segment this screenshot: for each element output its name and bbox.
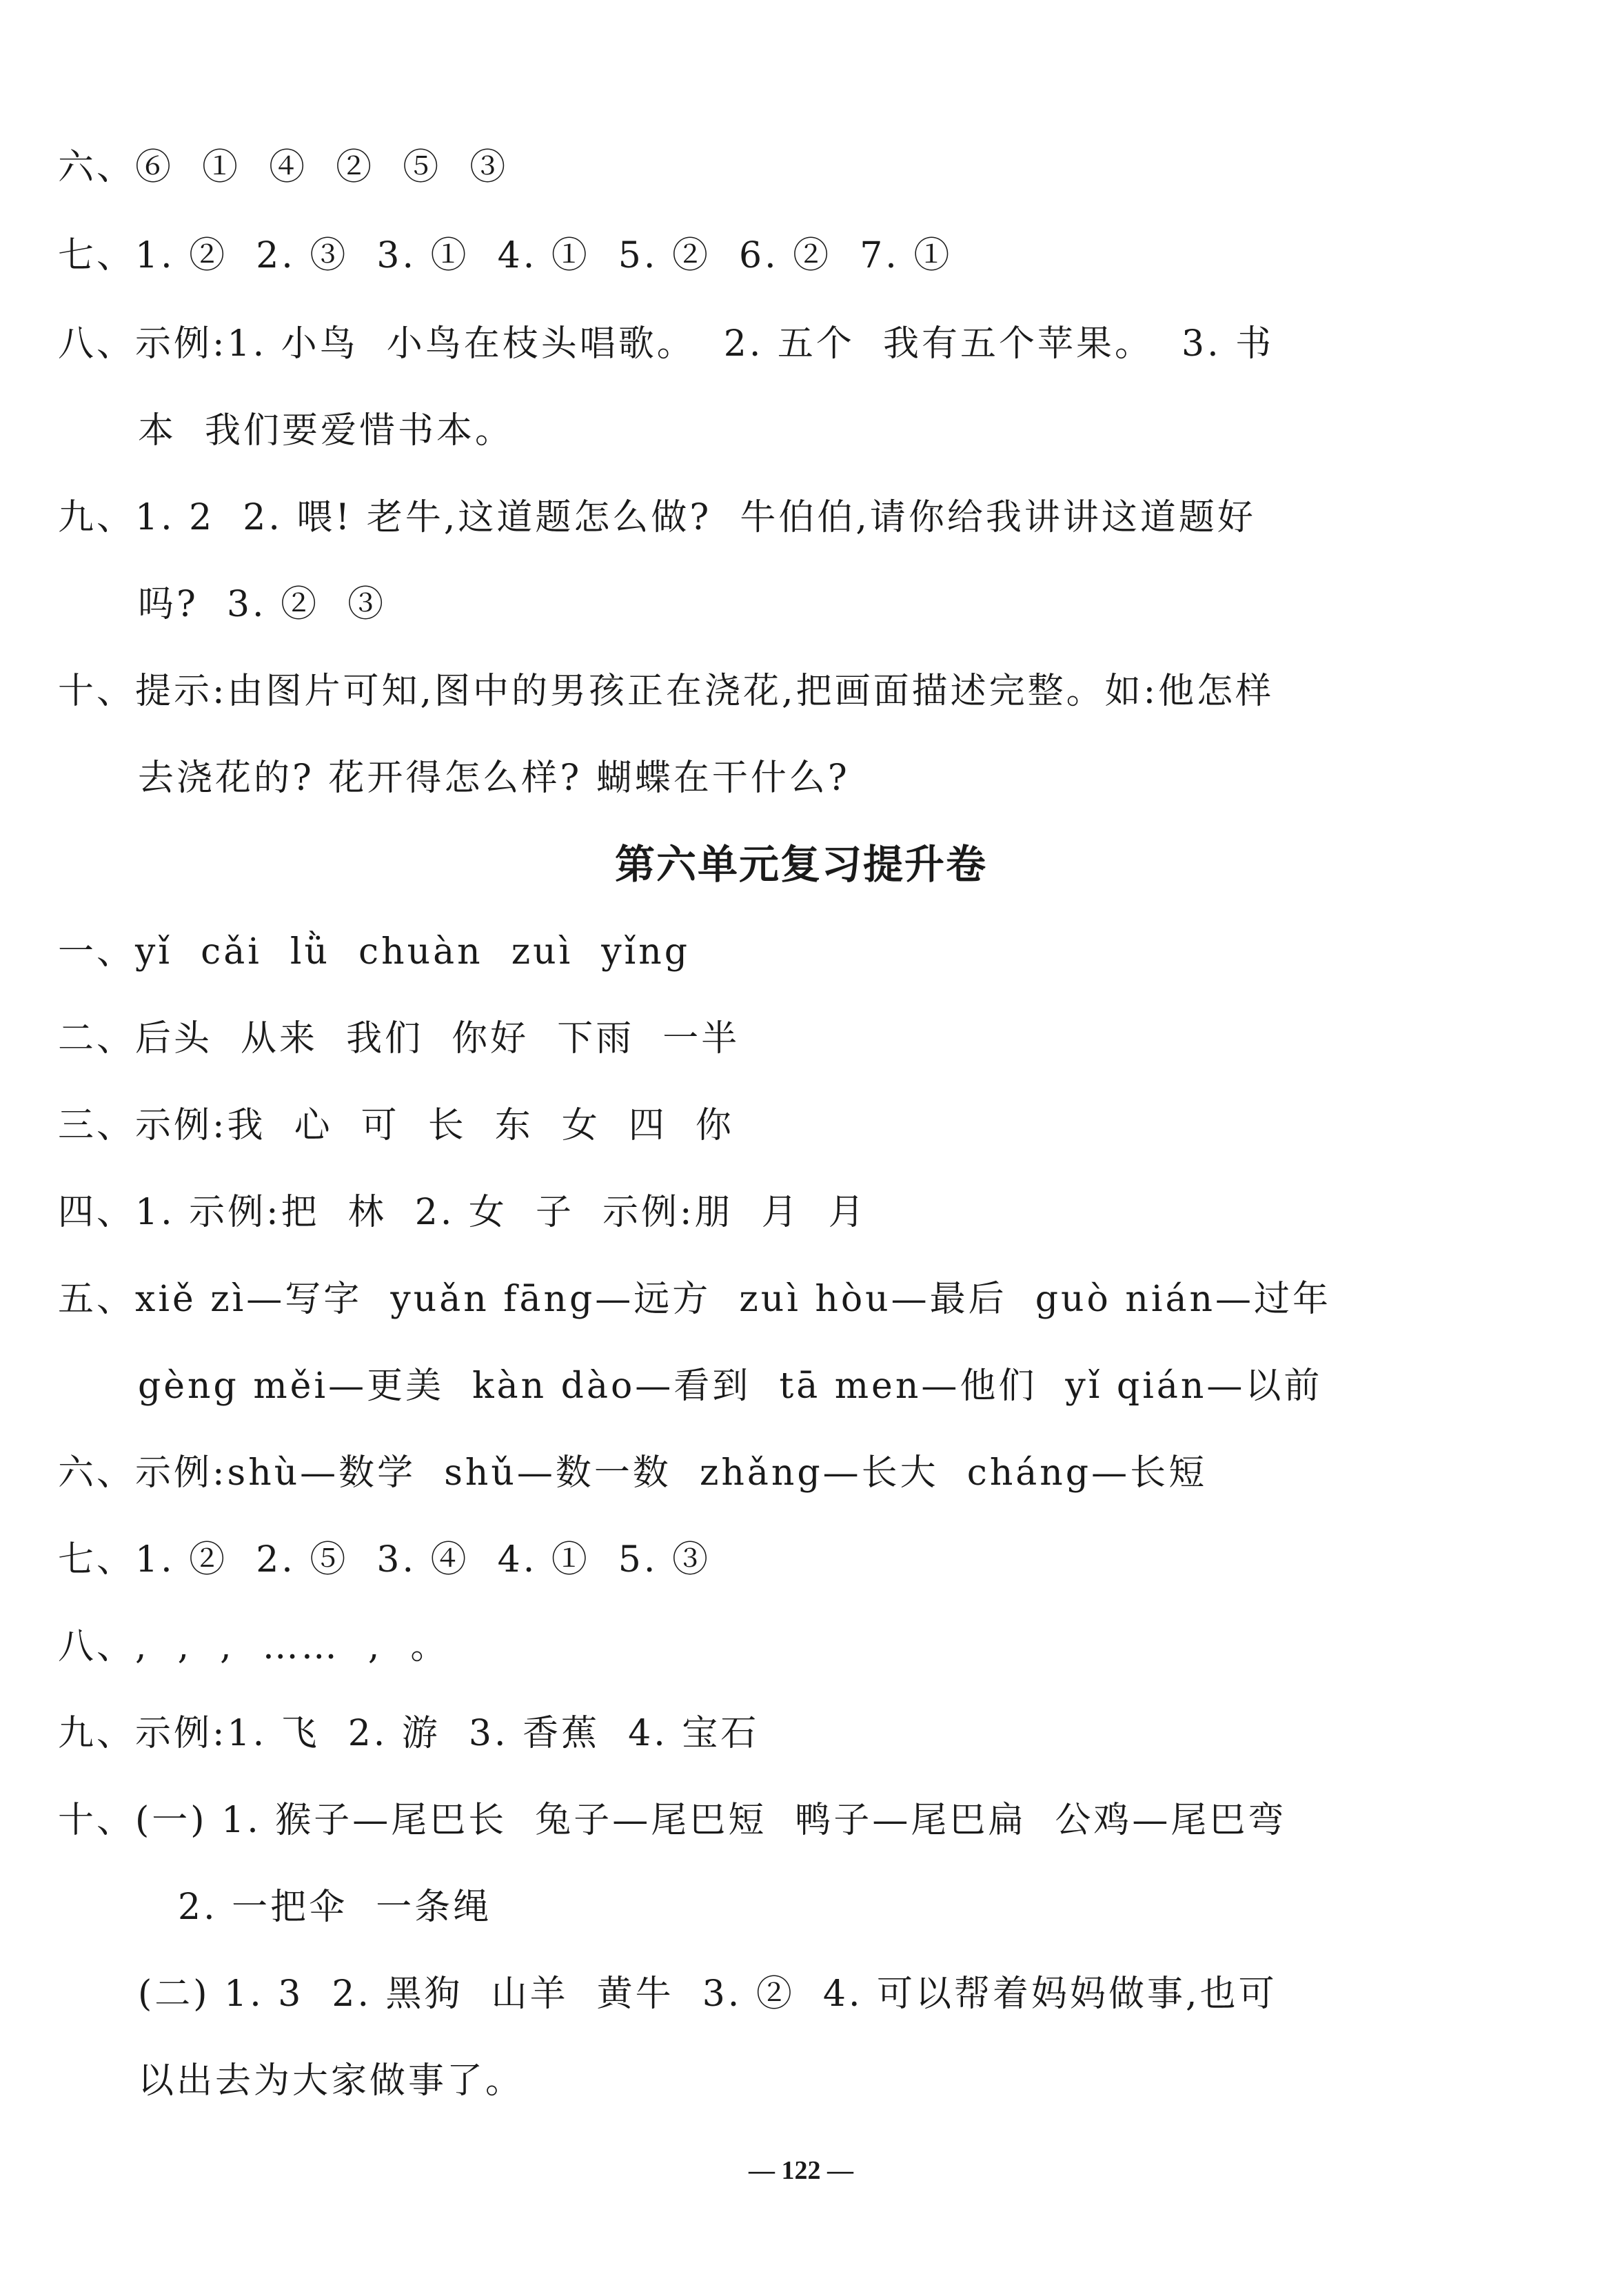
answer-line-6: 六、⑥ ① ④ ② ⑤ ③ bbox=[58, 147, 509, 188]
unit6-line-10: 十、(一) 1. 猴子—尾巴长 兔子—尾巴短 鸭子—尾巴扁 公鸡—尾巴弯 bbox=[58, 1800, 1287, 1841]
unit6-line-1: 一、yǐ cǎi lǜ chuàn zuì yǐng bbox=[58, 931, 691, 973]
section-title: 第六单元复习提升卷 bbox=[614, 841, 987, 888]
answer-line-9-cont: 吗? 3. ② ③ bbox=[138, 584, 387, 625]
unit6-line-3: 三、示例:我 心 可 长 东 女 四 你 bbox=[58, 1105, 734, 1146]
unit6-line-6: 六、示例:shù—数学 shǔ—数一数 zhǎng—长大 cháng—长短 bbox=[58, 1452, 1208, 1494]
answer-line-8-cont: 本 我们要爱惜书本。 bbox=[138, 410, 514, 451]
answer-line-9: 九、1. 2 2. 喂! 老牛,这道题怎么做? 牛伯伯,请你给我讲讲这道题好 bbox=[58, 497, 1256, 538]
answer-line-10-cont: 去浇花的? 花开得怎么样? 蝴蝶在干什么? bbox=[138, 758, 850, 799]
unit6-line-9: 九、示例:1. 飞 2. 游 3. 香蕉 4. 宝石 bbox=[58, 1713, 760, 1754]
unit6-line-10-part2: (二) 1. 3 2. 黑狗 山羊 黄牛 3. ② 4. 可以帮着妈妈做事,也可 bbox=[138, 1973, 1277, 2015]
unit6-line-5-cont: gèng měi—更美 kàn dào—看到 tā men—他们 yǐ qián—以前 bbox=[138, 1365, 1323, 1407]
answer-line-10: 十、提示:由图片可知,图中的男孩正在浇花,把画面描述完整。如:他怎样 bbox=[58, 671, 1275, 712]
unit6-line-4: 四、1. 示例:把 林 2. 女 子 示例:朋 月 月 bbox=[58, 1192, 867, 1233]
unit6-line-2: 二、后头 从来 我们 你好 下雨 一半 bbox=[58, 1018, 740, 1059]
answer-line-8: 八、示例:1. 小鸟 小鸟在枝头唱歌。 2. 五个 我有五个苹果。 3. 书 bbox=[58, 323, 1275, 365]
unit6-line-5: 五、xiě zì—写字 yuǎn fāng—远方 zuì hòu—最后 guò nián—过年 bbox=[58, 1279, 1331, 1320]
unit6-line-10-cont: 2. 一把伞 一条绳 bbox=[178, 1887, 492, 1928]
answer-line-7: 七、1. ② 2. ③ 3. ① 4. ① 5. ② 6. ② 7. ① bbox=[58, 235, 953, 276]
unit6-line-10-part2-cont: 以出去为大家做事了。 bbox=[138, 2060, 525, 2102]
page-number: — 122 — bbox=[749, 2156, 853, 2185]
unit6-line-7: 七、1. ② 2. ⑤ 3. ④ 4. ① 5. ③ bbox=[58, 1539, 711, 1581]
unit6-line-8: 八、, , , …… , 。 bbox=[58, 1626, 449, 1667]
